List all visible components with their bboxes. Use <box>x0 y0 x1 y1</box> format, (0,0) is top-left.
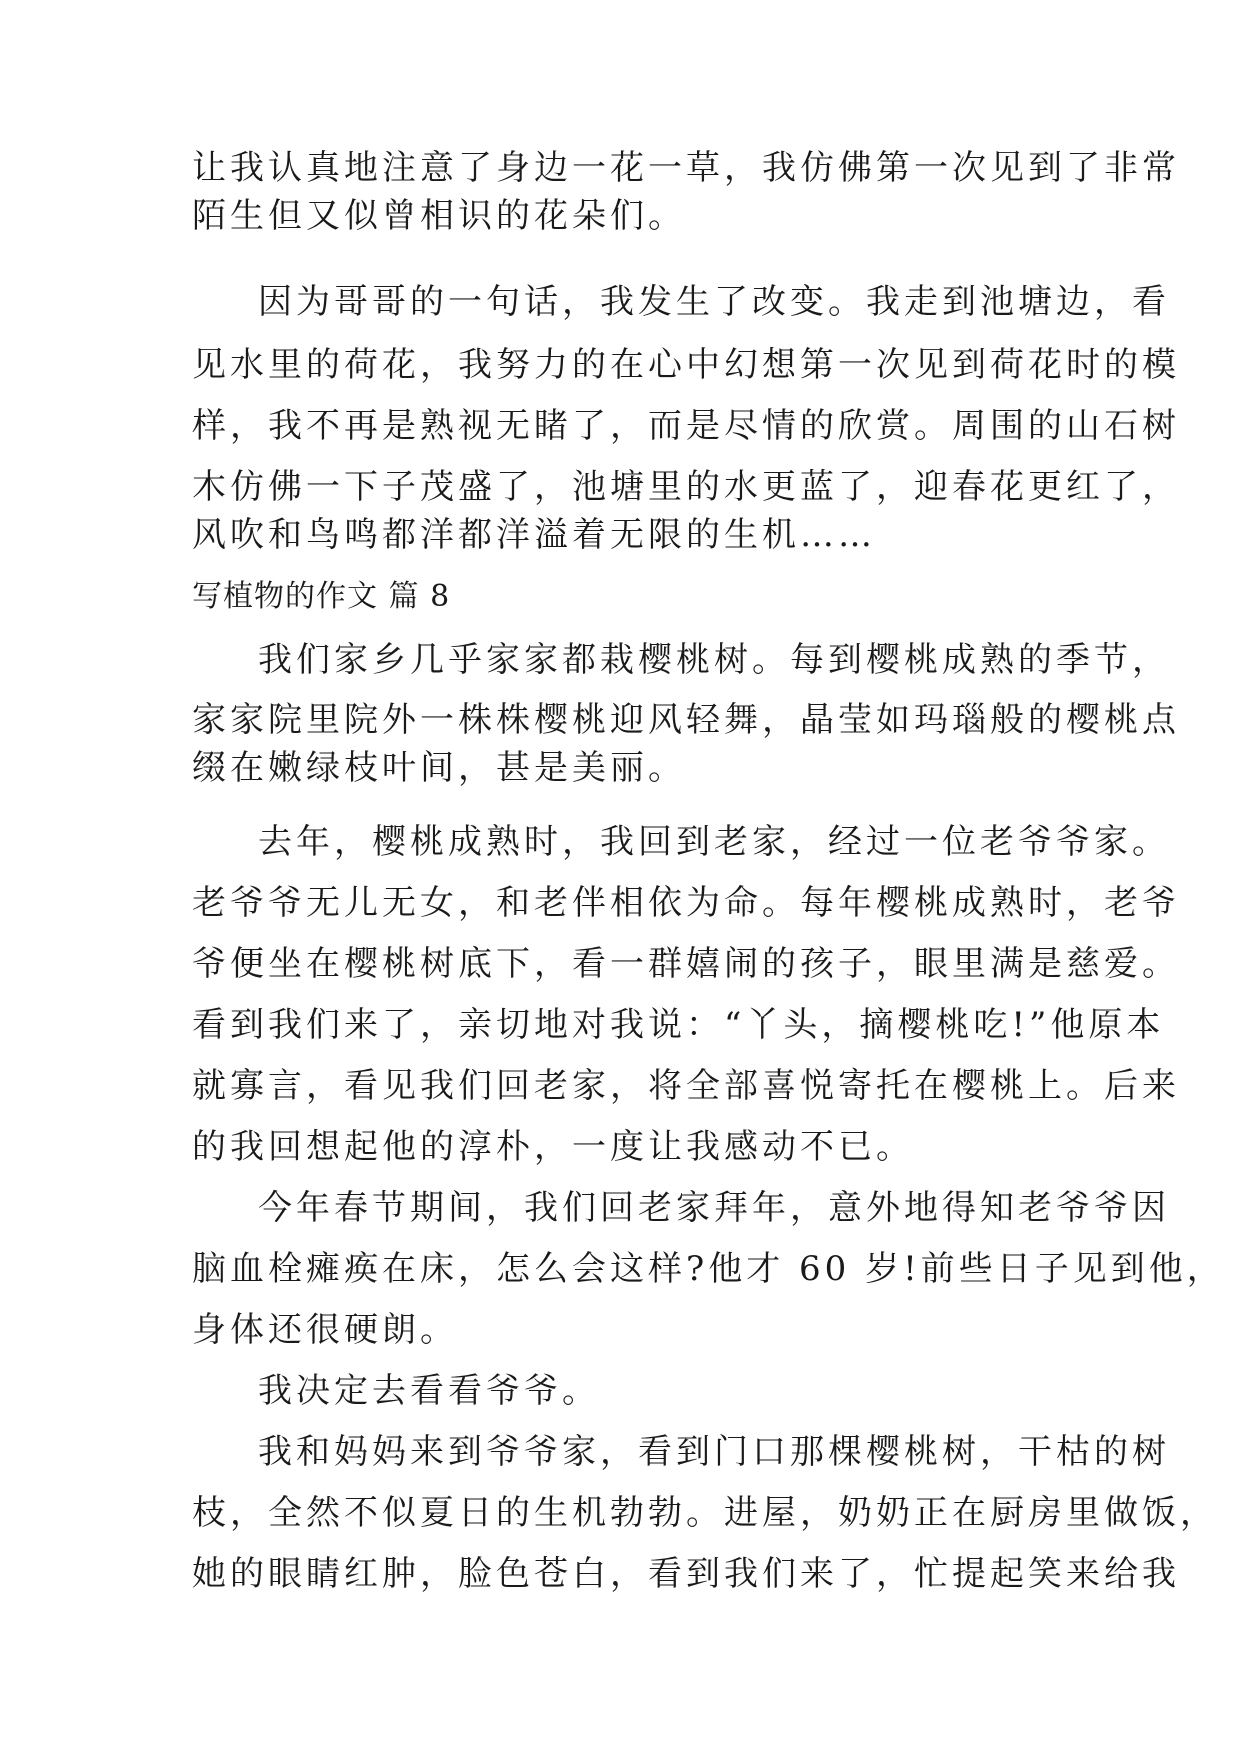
text-line: 风吹和鸟鸣都洋都洋溢着无限的生机…… <box>192 515 876 555</box>
text-line: 的我回想起他的淳朴，一度让我感动不已。 <box>192 1127 914 1167</box>
text-line: 脑血栓瘫痪在床，怎么会这样?他才 60 岁!前些日子见到他， <box>192 1249 1225 1289</box>
text-line: 见水里的荷花，我努力的在心中幻想第一次见到荷花时的模 <box>192 345 1180 385</box>
paragraph-start-line: 我和妈妈来到爷爷家，看到门口那棵樱桃树，干枯的树 <box>258 1432 1170 1472</box>
paragraph-start-line: 我们家乡几乎家家都栽樱桃树。每到樱桃成熟的季节， <box>258 640 1170 680</box>
paragraph-start-line: 去年，樱桃成熟时，我回到老家，经过一位老爷爷家。 <box>258 822 1170 862</box>
text-line: 家家院里院外一株株樱桃迎风轻舞，晶莹如玛瑙般的樱桃点 <box>192 700 1180 740</box>
text-line: 样，我不再是熟视无睹了，而是尽情的欣赏。周围的山石树 <box>192 406 1180 446</box>
paragraph-start-line: 因为哥哥的一句话，我发生了改变。我走到池塘边，看 <box>258 282 1170 322</box>
text-line: 陌生但又似曾相识的花朵们。 <box>192 196 686 236</box>
text-line: 让我认真地注意了身边一花一草，我仿佛第一次见到了非常 <box>192 148 1180 188</box>
text-line: 老爷爷无儿无女，和老伴相依为命。每年樱桃成熟时，老爷 <box>192 883 1180 923</box>
text-line: 爷便坐在樱桃树底下，看一群嬉闹的孩子，眼里满是慈爱。 <box>192 944 1180 984</box>
text-line: 木仿佛一下子茂盛了，池塘里的水更蓝了，迎春花更红了， <box>192 467 1180 507</box>
text-line: 就寡言，看见我们回老家，将全部喜悦寄托在樱桃上。后来 <box>192 1066 1180 1106</box>
paragraph-start-line: 今年春节期间，我们回老家拜年，意外地得知老爷爷因 <box>258 1188 1170 1228</box>
text-line: 看到我们来了，亲切地对我说：“丫头，摘樱桃吃!”他原本 <box>192 1005 1165 1045</box>
text-line: 枝，全然不似夏日的生机勃勃。进屋，奶奶正在厨房里做饭， <box>192 1493 1218 1533</box>
text-line: 她的眼睛红肿，脸色苍白，看到我们来了，忙提起笑来给我 <box>192 1554 1180 1594</box>
paragraph-start-line: 我决定去看看爷爷。 <box>258 1371 600 1411</box>
text-line: 缀在嫩绿枝叶间，甚是美丽。 <box>192 748 686 788</box>
section-heading: 写植物的作文 篇 8 <box>192 579 451 614</box>
text-line: 身体还很硬朗。 <box>192 1310 458 1350</box>
